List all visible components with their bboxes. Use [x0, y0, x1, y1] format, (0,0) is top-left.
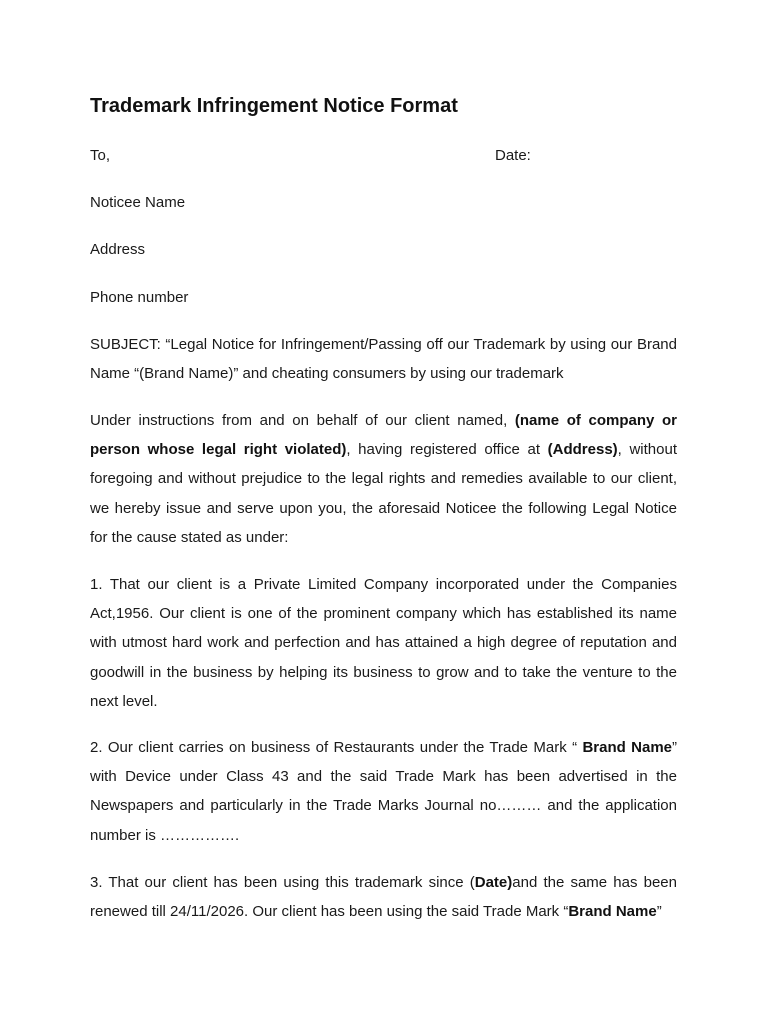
intro-text-3: , without foregoing and without prejudice to the legal rights and remedies available to our client, we hereby issue and serve upon you, the aforesaid Noticee the following Legal Notice for the cause stated as under: [90, 441, 677, 546]
point-3-bold-brand: Brand Name [568, 903, 657, 921]
point-1-paragraph: 1. That our client is a Private Limited Company incorporated under the Companies Act,1956. Our client is one of the prominent company which has established its name with utmost hard work and perfection and has attained a high degree of reputation and goodwill in the business by helping its business to grow and to take the venture to the next level. [90, 576, 677, 710]
point-2-text-1: 2. Our client carries on business of Restaurants under the Trade Mark “ [90, 739, 583, 756]
point-3-paragraph [90, 868, 677, 926]
intro-text-2: , having registered office at [346, 441, 548, 459]
intro-text-1: Under instructions from and on behalf of our client named, [90, 412, 515, 429]
point-3-bold-date: Date) [474, 874, 513, 891]
point-3-text-1: 3. That our client has been using this trademark since ( [90, 874, 475, 891]
intro-paragraph [90, 406, 677, 552]
noticee-name-line: Noticee Name [90, 194, 186, 211]
document-title: Trademark Infringement Notice Format [90, 95, 458, 117]
point-2-text-2: ” with Device under Class 43 and the said Trade Mark has been advertised in the Newspapers and particularly in the Trade Marks Journal no……… and the application number is ……………. [90, 739, 678, 844]
address-line: Address [90, 241, 146, 258]
intro-bold-address: (Address) [547, 441, 618, 459]
phone-number-line: Phone number [90, 289, 189, 306]
document-page [90, 0, 677, 1024]
point-3-text-2: and the same has been renewed till 24/11/2026. Our client has been using the said Trade Mark “ [90, 874, 677, 921]
to-label: To, [90, 147, 111, 164]
point-3-text-3: ” [656, 903, 662, 921]
date-label: Date: [495, 147, 531, 164]
point-2-paragraph [90, 733, 677, 850]
subject-paragraph: SUBJECT: “Legal Notice for Infringement/Passing off our Trademark by using our Brand Name “(Brand Name)” and cheating consumers by using our trademark [90, 336, 677, 383]
point-2-bold-brand: Brand Name [582, 739, 673, 756]
intro-bold-company: (name of company or person whose legal right violated) [90, 412, 677, 459]
